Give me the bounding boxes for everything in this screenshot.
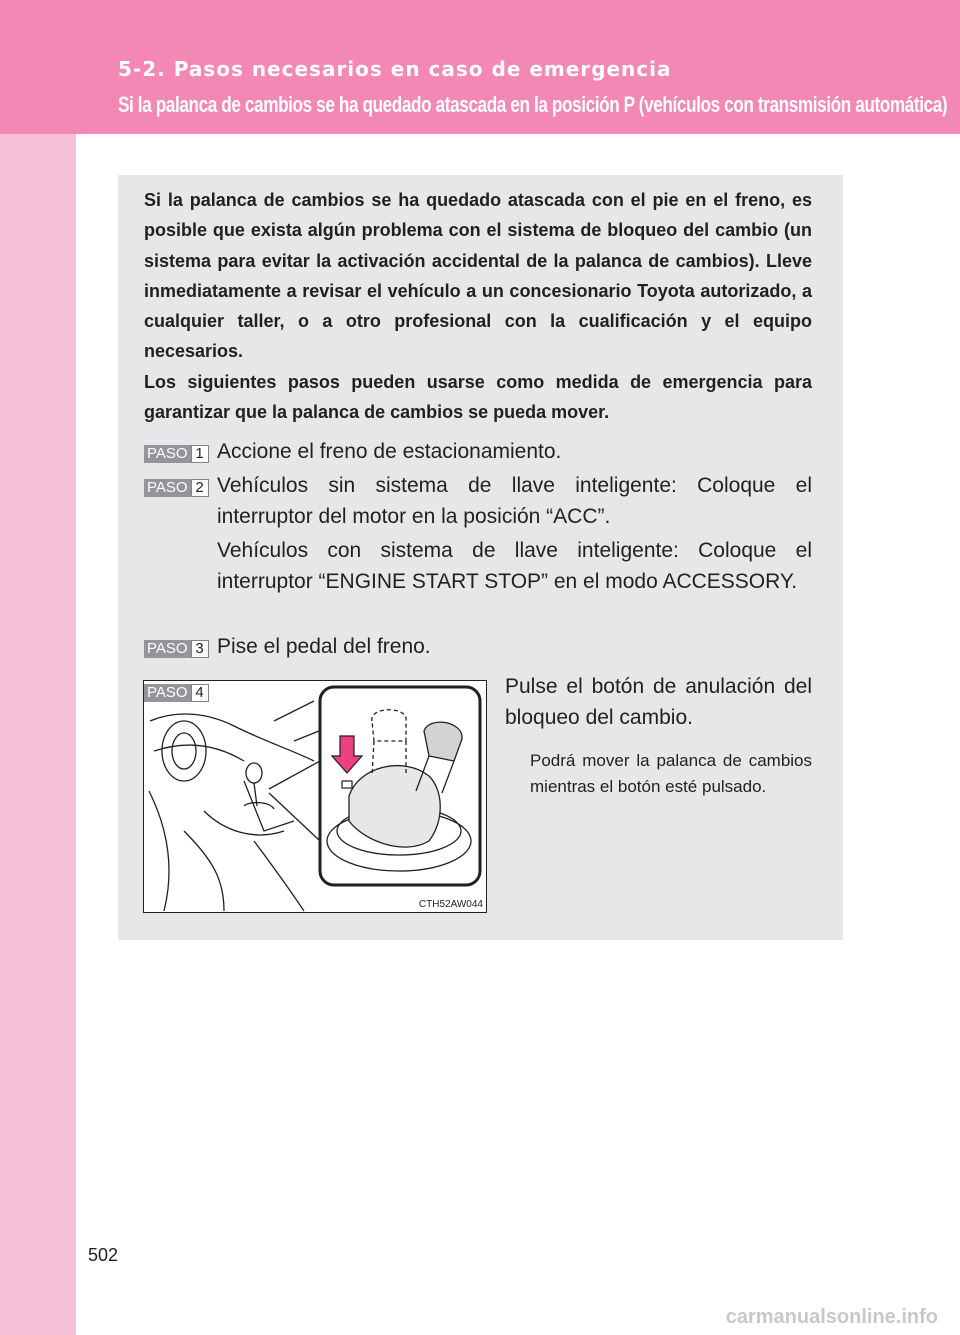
step-4-note: Podrá mover la palanca de cambios mientras el botón esté pulsado. [530,751,812,796]
section-title: 5-2. Pasos necesarios en caso de emergencia [118,57,672,81]
page-header [0,0,960,134]
step-4-badge: PASO 4 [144,684,209,702]
intro-text [144,185,812,427]
watermark: carmanualsonline.info [725,1306,938,1328]
step-4-text: Pulse el botón de anulación del bloqueo del cambio. [505,675,812,729]
shift-lever-drawing [144,681,486,912]
step-1 [144,437,812,468]
shift-lever-illustration [143,680,487,913]
step-2 [144,471,812,597]
step-text-alt: Vehículos con sistema de llave inteligente: Coloque el interruptor “ENGINE START STOP” en el modo ACCESSORY. [217,539,812,593]
intro-paragraph-1: Si la palanca de cambios se ha quedado atascada con el pie en el freno, es posible que exista algún problema con el sistema de bloqueo del cambio (un sistema para evitar la activación accidental de la palanca de cambios). Lleve inmediatamente a revisar el vehículo a un concesionario Toyota autorizado, a cualquier taller, o a otro profesional con la cualificación y el equipo necesarios. [144,190,812,362]
step-badge: PASO 2 [144,479,209,497]
page-subtitle: Si la palanca de cambios se ha quedado atascada en la posición P (vehículos con transmisión automática) [118,92,948,117]
step-badge: PASO 1 [144,445,209,463]
step-badge: PASO 3 [144,640,209,658]
step-text: Accione el freno de estacionamiento. [217,440,562,463]
step-text: Vehículos sin sistema de llave inteligente: Coloque el interruptor del motor en la posición “ACC”. [217,474,812,528]
intro-paragraph-2: Los siguientes pasos pueden usarse como medida de emergencia para garantizar que la palanca de cambios se pueda mover. [144,371,812,423]
page-number: 502 [88,1245,119,1265]
side-color-band [0,0,76,1335]
figure-code: CTH52AW044 [418,899,483,910]
step-3 [144,632,812,663]
step-text: Pise el pedal del freno. [217,635,431,658]
